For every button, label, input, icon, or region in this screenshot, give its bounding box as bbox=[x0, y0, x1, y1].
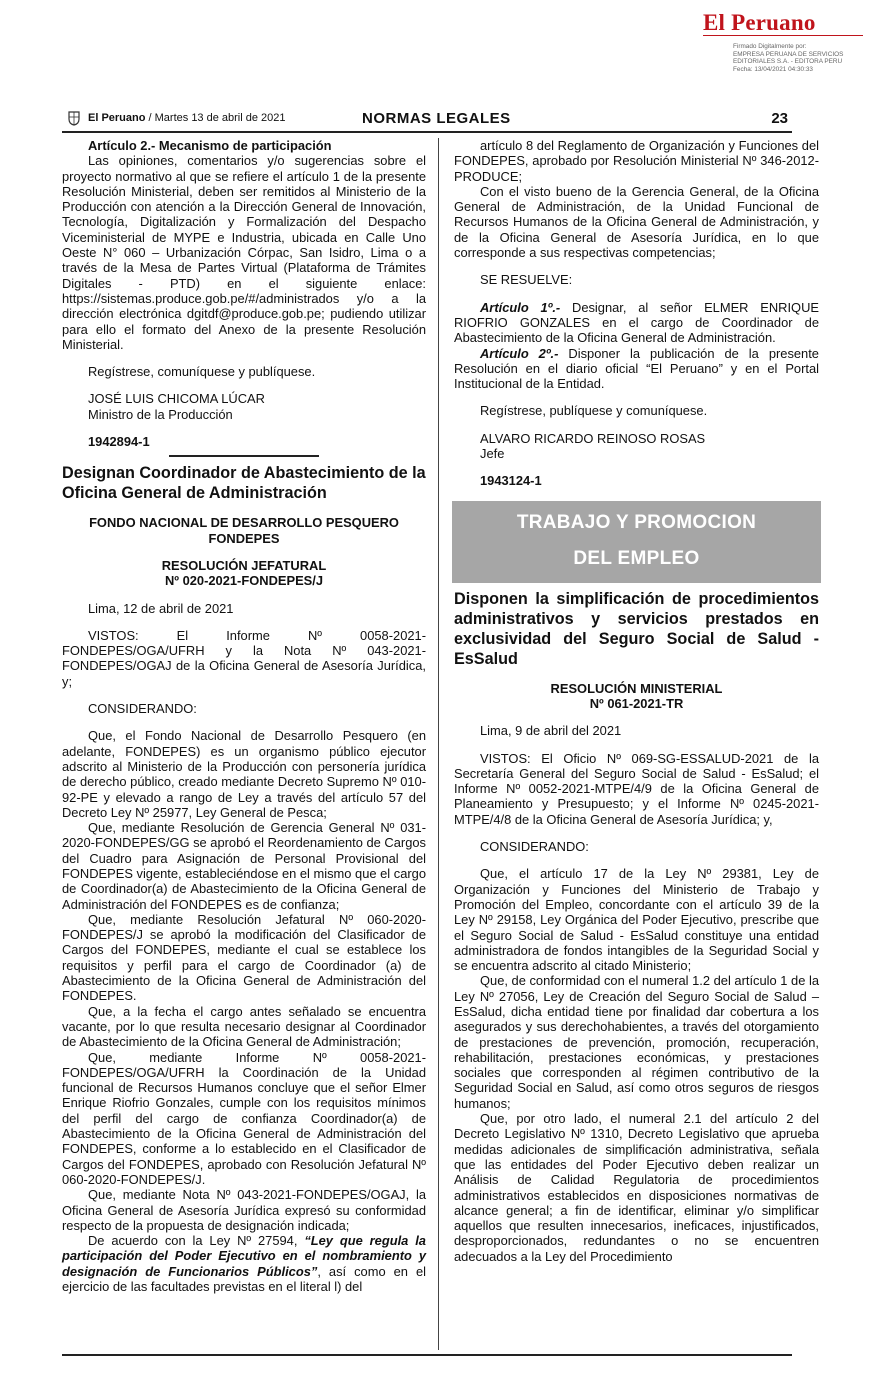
section-banner bbox=[452, 501, 821, 583]
footer-rule bbox=[62, 1354, 792, 1356]
article-2-text: Disponer la publicación de la presente Resolución en el diario oficial “El Peruano” y en el Portal Institucional de la Entidad. bbox=[454, 345, 819, 392]
publication-code: 1942894-1 bbox=[88, 434, 150, 450]
se-resuelve-heading: SE RESUELVE: bbox=[480, 272, 573, 288]
considerando-heading: CONSIDERANDO: bbox=[480, 839, 589, 855]
signer-name: ALVARO RICARDO REINOSO ROSAS bbox=[480, 430, 706, 446]
entity-acronym: FONDEPES bbox=[208, 530, 280, 546]
publication-code: 1943124-1 bbox=[480, 473, 542, 489]
logo-underline bbox=[703, 35, 863, 40]
el-peruano-logo: El Peruano bbox=[703, 10, 816, 35]
considerando-heading: CONSIDERANDO: bbox=[88, 701, 197, 717]
entity-name: FONDO NACIONAL DE DESARROLLO PESQUERO bbox=[89, 515, 399, 531]
continued-paragraph: artículo 8 del Reglamento de Organización y Funciones del FONDEPES, aprobado por Resolución Ministerial Nº 346-2012-PRODUCE; bbox=[454, 138, 819, 184]
resolution-date: Lima, 9 de abril del 2021 bbox=[480, 723, 622, 739]
law-title: “Ley que regula la participación del Poder Ejecutivo en el nombramiento y designación de Funcionarios Públicos” bbox=[62, 1233, 426, 1279]
considerando-paragraph: Que, el Fondo Nacional de Desarrollo Pesquero (en adelante, FONDEPES) es un organismo público ejecutor adscrito al Ministerio de la Producción con personería jurídica de derecho público, creado mediante Decreto Supremo Nº 010-92-PE y elevado a rango de Ley a través del artículo 57 del Decreto Ley Nº 25977, Ley General de Pesca; bbox=[62, 728, 426, 820]
right-column bbox=[454, 138, 819, 1264]
signature-line: EMPRESA PERUANA DE SERVICIOS bbox=[733, 50, 844, 58]
considerando-paragraph: Que, por otro lado, el numeral 2.1 del artículo 2 del Decreto Legislativo Nº 1310, Decreto Legislativo que aprueba medidas adicionales de simplificación administrativa, señala que las entidades del Poder Ejecutivo deben realizar un Análisis de Calidad Regulatoria de procedimientos administrativos establecidos en disposiciones normativas de alcance general; a fin de identificar, eliminar y/o simplificar aquellos que resulten innecesarios, ineficaces, injustificados, desproporcionados, redundantes o no se encuentren adecuados a la Ley del Procedimiento bbox=[454, 1111, 819, 1264]
law-reference: De acuerdo con la Ley Nº 27594, bbox=[88, 1233, 305, 1249]
considerando-paragraph: Que, mediante Informe Nº 0058-2021-FONDEPES/OGA/UFRH la Coordinación de la Unidad funcional de Recursos Humanos concluye que el señor Elmer Enrique Riofrio Gonzales, cumple con los requisitos mínimos del perfil del cargo de confianza Coordinador(a) de Abastecimiento de la Oficina General de Administración del FONDEPES, conforme a lo establecido en el Clasificador de Cargos del FONDEPES, aprobado con Resolución Jefatural Nº 060-2020-FONDEPES/J. bbox=[62, 1049, 426, 1187]
closing-formula: Regístrese, publíquese y comuníquese. bbox=[480, 403, 708, 419]
resolution-number: Nº 020-2021-FONDEPES/J bbox=[164, 573, 324, 589]
signature-line: Fecha: 13/04/2021 04:30:33 bbox=[733, 65, 813, 73]
coat-of-arms-icon bbox=[66, 110, 82, 126]
digital-signature bbox=[733, 43, 863, 73]
header-date: Martes 13 de abril de 2021 bbox=[154, 112, 286, 124]
considerando-paragraph bbox=[62, 1233, 426, 1294]
column-divider bbox=[438, 138, 439, 1350]
article-2-title: Artículo 2º.- bbox=[480, 345, 559, 361]
header-publication: El Peruano / Martes 13 de abril de 2021 bbox=[88, 112, 286, 124]
left-column bbox=[62, 138, 426, 1294]
article-1-title: Artículo 1º.- bbox=[480, 299, 561, 315]
header-section: NORMAS LEGALES bbox=[362, 110, 511, 127]
resolution-date: Lima, 12 de abril de 2021 bbox=[88, 600, 234, 616]
considerando-paragraph: Que, mediante Resolución Jefatural Nº 060-2020-FONDEPES/J se aprobó la modificación del Clasificador de Cargos del FONDEPES, mediante el cual se establece los requisitos y perfil para el cargo de Coordinador (a) de Abastecimiento de la Oficina General de Administración del FONDEPES. bbox=[62, 911, 426, 1004]
article-2-title: Artículo 2.- Mecanismo de participación bbox=[88, 138, 332, 153]
article-2 bbox=[454, 346, 819, 392]
considerando-paragraph: Que, mediante Nota Nº 043-2021-FONDEPES/OGAJ, la Oficina General de Asesoría Jurídica expresó su conformidad respecto de la propuesta de designación indicada; bbox=[62, 1187, 426, 1233]
closing-formula: Regístrese, comuníquese y publíquese. bbox=[88, 364, 316, 380]
considerando-paragraph: Que, mediante Resolución de Gerencia General Nº 031-2020-FONDEPES/GG se aprobó el Reordenamiento de Cargos del Cuadro para Asignación de Personal Provisional del FONDEPES vigente, estableciéndose en el mismo que el cargo de Coordinador(a) de Abastecimiento de la Oficina General de Administración del FONDEPES es de confianza; bbox=[62, 820, 426, 912]
vistos-paragraph: VISTOS: El Oficio Nº 069-SG-ESSALUD-2021 de la Secretaría General del Seguro Social de Salud - EsSalud; el Informe Nº 0052-2021-MTPE/4/9 de la Oficina General de Planeamiento y Presupuesto; y el Informe Nº 0245-2021-MTPE/4/8 de la Oficina General de Asesoría Jurídica; y, bbox=[454, 750, 819, 827]
page-number: 23 bbox=[771, 110, 788, 127]
signer-role: Ministro de la Producción bbox=[88, 406, 233, 422]
signature-line: Firmado Digitalmente por: bbox=[733, 43, 807, 50]
signer-role: Jefe bbox=[480, 446, 505, 462]
signature-line: EDITORIALES S.A. - EDITORA PERU bbox=[733, 58, 843, 65]
article-2-text: Las opiniones, comentarios y/o sugerencias sobre el proyecto normativo al que se refiere el artículo 1 de la presente Resolución Ministerial, deben ser remitidos al Ministerio de la Producción con atención a la Dirección General de Innovación, Tecnología, Digitalización y Formalización del Despacho Viceministerial de MYPE e Industria, ubicada en Calle Uno Oeste N° 060 – Urbanización Córpac, San Isidro, Lima o a través de la Mesa de Partes Virtual (Plataforma de Trámites Digitales - PTD) en el siguiente enlace: https://sistemas.produce.gob.pe/#/administrados y/o a la dirección electrónica dgitdf@produce.gob.pe; pudiendo utilizar para ello el formato del Anexo de la presente Resolución Ministerial. bbox=[62, 153, 426, 352]
section-banner-line2: DEL EMPLEO bbox=[573, 547, 700, 569]
law-reference-cont: , así como en el ejercicio de las facultades previstas en el literal l) del bbox=[62, 1263, 426, 1294]
article-1 bbox=[454, 300, 819, 346]
resolution-number: Nº 061-2021-TR bbox=[589, 695, 684, 711]
visto-bueno-paragraph: Con el visto bueno de la Gerencia General, de la Oficina General de Administración, de la Unidad Funcional de Recursos Humanos de la Oficina General de Administración, y de la Oficina General de Asesoría Jurídica, en lo que corresponde a sus respectivas competencias; bbox=[454, 183, 819, 261]
considerando-paragraph: Que, a la fecha el cargo antes señalado se encuentra vacante, por lo que resulta necesario designar al Coordinador de Abastecimiento de la Oficina General de Administración; bbox=[62, 1003, 426, 1050]
page-header bbox=[62, 107, 792, 131]
considerando-paragraph: Que, el artículo 17 de la Ley Nº 29381, Ley de Organización y Funciones del Ministerio de Trabajo y Promoción del Empleo, concordante con el artículo 39 de la Ley Nº 29158, Ley Orgánica del Poder Ejecutivo, prescribe que el Seguro Social de Salud - EsSalud constituye una entidad administradora de fondos intangibles de la Seguridad Social y se encuentra adscrito al citado Ministerio; bbox=[454, 866, 819, 974]
section-banner-line1: TRABAJO Y PROMOCION bbox=[516, 511, 757, 533]
header-publication-name: El Peruano bbox=[88, 112, 146, 124]
article-1-text: Designar, al señor ELMER ENRIQUE RIOFRIO GONZALES en el cargo de Coordinador de Abastecimiento de la Oficina General de Administración. bbox=[454, 299, 819, 346]
header-rule bbox=[62, 131, 792, 133]
resolution-title: Designan Coordinador de Abastecimiento de la Oficina General de Administración bbox=[62, 464, 426, 503]
resolution-type: RESOLUCIÓN JEFATURAL bbox=[161, 557, 327, 573]
resolution-title: Disponen la simplificación de procedimientos administrativos y servicios prestados en exclusividad del Seguro Social de Salud - EsSalud bbox=[454, 589, 819, 668]
vistos-paragraph: VISTOS: El Informe Nº 0058-2021-FONDEPES/OGA/UFRH y la Nota Nº 043-2021-FONDEPES/OGAJ de la Oficina General de Asesoría Jurídica, y; bbox=[62, 627, 426, 689]
considerando-paragraph: Que, de conformidad con el numeral 1.2 del artículo 1 de la Ley Nº 27056, Ley de Creación del Seguro Social de Salud – EsSalud, dicha entidad tiene por finalidad dar cobertura a los asegurados y sus derechohabientes, a través del otorgamiento de prestaciones de prevención, promoción, recuperación, rehabilitación, prestaciones económicas, y prestaciones sociales que corresponden al régimen contributivo de la Seguridad Social en Salud, así como otros seguros de riesgos humanos; bbox=[454, 973, 819, 1111]
resolution-type: RESOLUCIÓN MINISTERIAL bbox=[550, 680, 723, 696]
signer-name: JOSÉ LUIS CHICOMA LÚCAR bbox=[88, 391, 265, 407]
